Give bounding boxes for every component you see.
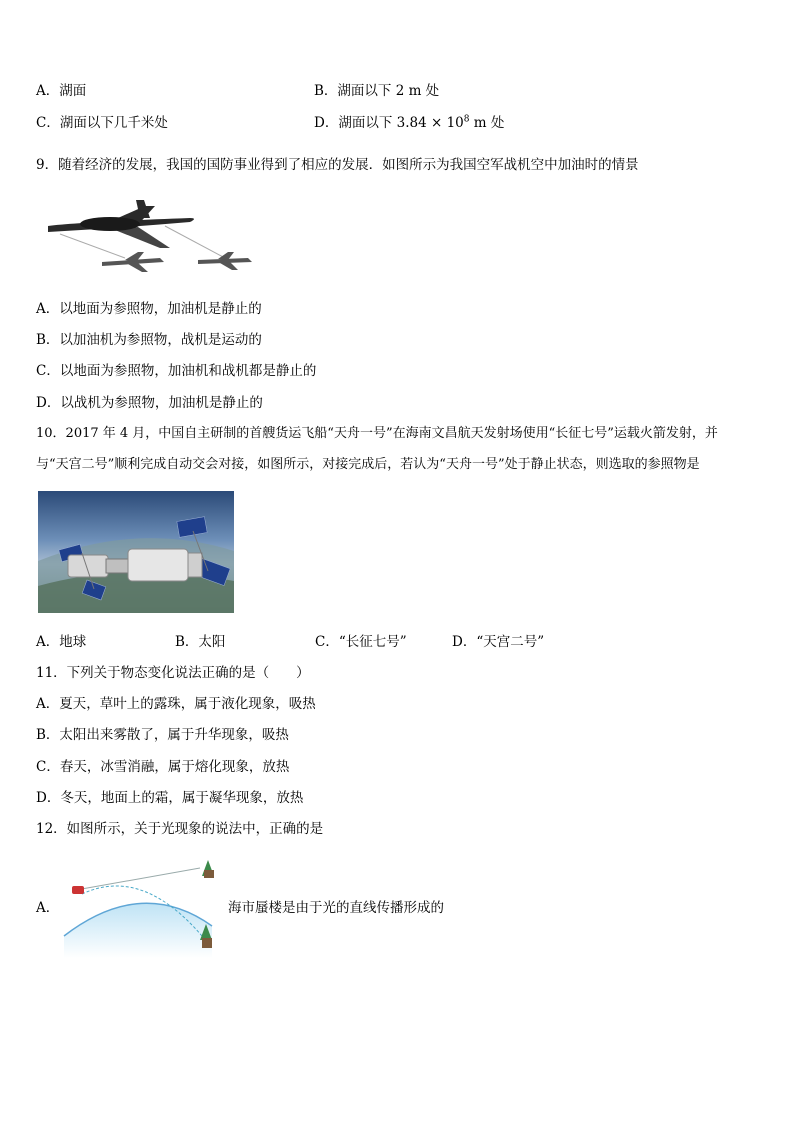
q11-option-a: A．夏天，草叶上的露珠，属于液化现象，吸热 xyxy=(36,696,316,712)
q8-option-d-post: m 处 xyxy=(469,115,505,131)
q10-stem-line1: 10．2017 年 4 月，中国自主研制的首艘货运飞船“天舟一号”在海南文昌航天发射场使用“长征七号”运载火箭发射，并 xyxy=(36,426,718,441)
q12-stem: 12．如图所示，关于光现象的说法中，正确的是 xyxy=(36,821,324,837)
q9-option-d: D．以战机为参照物，加油机是静止的 xyxy=(36,395,263,411)
q10-option-d: D．“天宫二号” xyxy=(452,634,545,650)
refueling-aircraft-image xyxy=(40,196,254,280)
q8-option-c: C．湖面以下几千米处 xyxy=(36,115,168,131)
q12-option-a-label: A． xyxy=(36,900,60,916)
q8-option-d-exp: 8 xyxy=(463,114,470,125)
q11-stem: 11．下列关于物态变化说法正确的是（ ） xyxy=(36,665,310,681)
q8-option-b: B．湖面以下 2 m 处 xyxy=(314,83,440,99)
q11-option-c: C．春天，冰雪消融，属于熔化现象，放热 xyxy=(36,759,290,775)
q9-stem: 9．随着经济的发展，我国的国防事业得到了相应的发展．如图所示为我国空军战机空中加油时的情景 xyxy=(36,157,639,173)
q11-option-d: D．冬天，地面上的霜，属于凝华现象，放热 xyxy=(36,790,304,806)
q9-option-a: A．以地面为参照物，加油机是静止的 xyxy=(36,301,262,317)
q10-stem-line2: 与“天宫二号”顺利完成自动交会对接，如图所示，对接完成后，若认为“天舟一号”处于静止状态，则选取的参照物是 xyxy=(36,457,700,472)
q10-option-c: C．“长征七号” xyxy=(315,634,407,650)
q8-option-d xyxy=(314,114,504,132)
q10-option-a: A．地球 xyxy=(36,634,87,650)
q9-option-b: B．以加油机为参照物，战机是运动的 xyxy=(36,332,262,348)
q11-option-b: B．太阳出来雾散了，属于升华现象，吸热 xyxy=(36,727,289,743)
q9-option-c: C．以地面为参照物，加油机和战机都是静止的 xyxy=(36,363,317,379)
q8-option-d-pre: D．湖面以下 3.84 × 10 xyxy=(314,115,464,131)
mirage-diagram xyxy=(62,856,222,958)
spacecraft-docking-image xyxy=(38,491,234,613)
q10-option-b: B．太阳 xyxy=(175,634,226,650)
q8-option-a: A．湖面 xyxy=(36,83,87,99)
q12-option-a-text: 海市蜃楼是由于光的直线传播形成的 xyxy=(228,900,444,916)
